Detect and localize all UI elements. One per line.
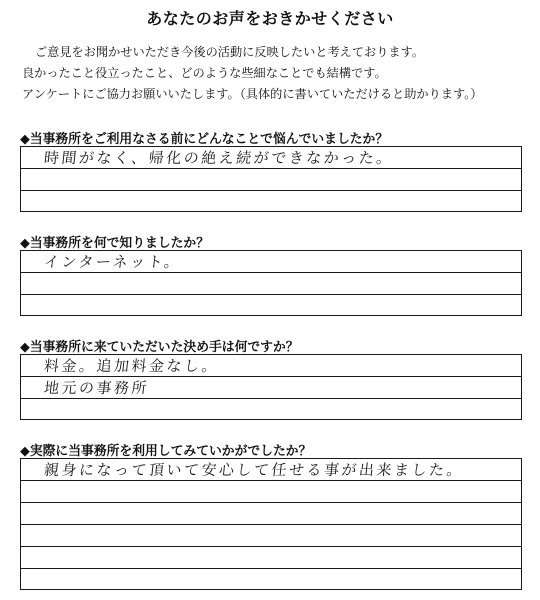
question-1-answer-box xyxy=(20,146,522,212)
answer-line xyxy=(21,273,521,295)
answer-line xyxy=(21,459,521,481)
answer-line xyxy=(21,169,521,191)
answer-line xyxy=(21,191,521,213)
intro-line: 良かったこと役立ったこと、どのような些細なことでも結構です。 xyxy=(22,66,387,80)
question-1-label: ◆当事務所をご利用なさる前にどんなことで悩んでいましたか？ xyxy=(20,132,389,147)
intro-line: アンケートにご協力お願いいたします。（具体的に書いていただけると助かります。） xyxy=(22,87,483,101)
handwritten-answer: 親身になって頂いて安心して任せる事が出来ました。 xyxy=(43,461,466,479)
handwritten-answer: 地元の事務所 xyxy=(43,379,151,397)
answer-line xyxy=(21,503,521,525)
answer-line xyxy=(21,481,521,503)
handwritten-answer: 料金。追加料金なし。 xyxy=(43,357,221,375)
answer-line xyxy=(21,251,521,273)
answer-line xyxy=(21,355,521,377)
question-3-label: ◆当事務所に来ていただいた決め手は何ですか？ xyxy=(20,340,299,355)
question-3-answer-box xyxy=(20,354,522,420)
question-2-label: ◆当事務所を何で知りましたか？ xyxy=(20,236,209,251)
handwritten-answer: インターネット。 xyxy=(43,253,183,271)
survey-title: あなたのお声をおきかせください xyxy=(146,9,394,28)
answer-line xyxy=(21,525,521,547)
question-4-answer-box xyxy=(20,458,522,590)
answer-line xyxy=(21,569,521,591)
question-2-answer-box xyxy=(20,250,522,316)
answer-line xyxy=(21,377,521,399)
answer-line xyxy=(21,147,521,169)
answer-line xyxy=(21,547,521,569)
question-4-label: ◆実際に当事務所を利用してみていかがでしたか？ xyxy=(20,444,312,459)
answer-line xyxy=(21,399,521,421)
handwritten-answer: 時間がなく、帰化の絶え続ができなかった。 xyxy=(43,149,395,167)
answer-line xyxy=(21,295,521,317)
survey-intro xyxy=(22,42,532,105)
intro-line: ご意見をお聞かせいただき今後の活動に反映したいと考えております。 xyxy=(35,45,425,59)
